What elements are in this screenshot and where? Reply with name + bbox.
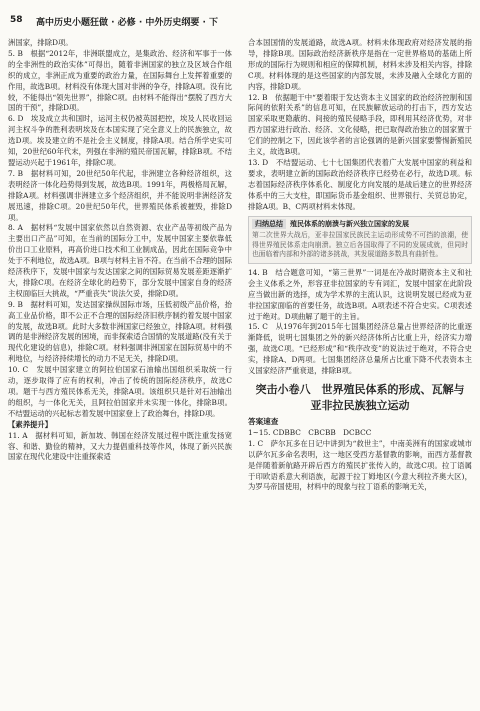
- answer-key-line: 1~15. CDBBC CBCBB DCBCC: [248, 427, 372, 437]
- section-title: [248, 382, 472, 414]
- summary-box-header: [252, 219, 468, 230]
- answer-paragraph: 7. B 据材料可知，20世纪50年代起，非洲建立各种经济组织，这表明经济一体化趋势得到发展，故选B项。1991年，两极格局瓦解，排除A项。材料强调非洲建立多个经济组织，并不能说明非洲经济发展迅速，排除C项。20世纪50年代，世界殖民体系被摧毁，排除D项。: [8, 168, 232, 222]
- page-number: 58: [10, 15, 23, 25]
- page-header: [8, 14, 472, 30]
- answer-paragraph: 15. C 从1976年到2015年七国集团经济总量占世界经济的比重逐渐降低，说明七国集团之外的新兴经济体所占比重上升，经济实力增强，故选C项。“已经形成”和“秩序改变”的说法过于绝对，不符合史实，排除A、D两项。七国集团经济总量所占比重下降不代表资本主义国家经济严重衰退，排除B项。: [248, 322, 472, 376]
- left-column: [8, 38, 232, 463]
- answer-paragraph: 1. C 萨尔瓦多在日记中讲到为“救世主”，中南美洲有的国家或城市以萨尔瓦多命名表明，这一地区受西方基督教的影响，而西方基督教是伴随着新航路开辟后西方的殖民扩张传入的，故选C项。拉丁语属于印欧语系意大利语族，起源于拉丁姆地区(今意大利拉齐奥大区)，为罗马帝国使用，材料中的现象与拉丁语系的影响无关，: [248, 438, 472, 492]
- answer-paragraph: 8. A 据材料“发展中国家依然以自然资源、农业产品等初级产品为主要出口产品”可知，在当前的国际分工中，发展中国家主要依靠低价出口工业原料，再高价进口技术和工业制成品，因此在国际竞争中处于不利地位，故选A项。B项与材料主旨不符。在当前不合理的国际经济秩序下，发展中国家与发达国家之间的国际贸易发展差距逐渐扩大，排除C项。在经济全球化的趋势下，部分发展中国家自身的经济主权面临巨大挑战，“严重丧失”说法欠妥，排除D项。: [8, 223, 232, 298]
- summary-box: [248, 216, 472, 264]
- answer-paragraph: 14. B 结合题意可知，“第三世界”一词是在冷战时期资本主义和社会主义体系之外，形容亚非拉国家的专有词汇，发展中国家在此阶段应当做出新的选择，成为学术界的主流认识，这说明发展已经成为亚非拉国家面临的首要任务，故选B项。A项表述不符合史实。C项表述过于绝对。D项曲解了题干的主旨。: [248, 267, 472, 321]
- running-title: 高中历史小题狂做 · 必修 · 中外历史纲要 · 下: [36, 18, 219, 28]
- answer-paragraph: 10. C 发展中国家建立的阿拉伯国家石油输出国组织采取统一行动，逐步取得了应有的权利，冲击了传统的国际经济秩序，故选C项。题干与西方殖民体系无关，排除A项。该组织只是针对石油输出的组织，与一体化无关，且阿拉伯国家并未实现一体化，排除B项。不结盟运动的兴起标志着发展中国家登上了政治舞台，排除D项。: [8, 365, 232, 418]
- answer-paragraph: 9. B 据材料可知，发达国家操纵国际市场，压低初级产品价格，抬高工业品价格，即不公正不合理的国际经济旧秩序制约着发展中国家的发展，故选B项。此时大多数非洲国家已经独立，排除A项。材料强调的是非洲经济发展的困境，而非探索适合国情的发展道路(没有关于现代化建设的信息)，排除C项。材料强调非洲国家在国际贸易中的不利地位，与经济持续增长的动力不足无关，排除D项。: [8, 299, 232, 364]
- right-column: [248, 38, 472, 493]
- answer-paragraph: 洲国家，排除D项。: [8, 38, 73, 47]
- answer-paragraph: 5. B 根据“2012年，非洲联盟成立，是集政治、经济和军事于一体的全非洲性的政治实体”可得出，随着非洲国家的独立及区域合作组织的成立，非洲正成为重要的政治力量，在国际舞台上发挥着重要的作用，故选B项。材料没有体现大国对非洲的争夺，排除A项。没有比较，不能得出“领先世界”，排除C项。由材料不能得出“摆脱了西方大国的干预”，排除D项。: [8, 48, 232, 113]
- section-title-line: 亚非拉民族独立运动: [310, 398, 410, 412]
- summary-body: 第二次世界大战后，亚非拉国家民族民主运动形成势不可挡的浪潮，使得世界殖民体系走向崩溃。独立后各国取得了不同的发展成就，但同时也面临着内部和外部的诸多挑战，其发展道路多数具有曲折性。: [252, 231, 468, 259]
- answer-key-heading: 答案速查: [248, 416, 279, 426]
- summary-tag: 归纳总结: [252, 219, 286, 230]
- answer-paragraph: 6. D 埃及成立共和国时，运河主权仍被英国把控，埃及人民收回运河主权斗争的胜利表明埃及在本国实现了完全意义上的民族独立，故选D项。埃及建立的不是社会主义制度，排除A项。结合所学史实可知，20世纪60年代末，列强在非洲的殖民帝国瓦解，排除B项。不结盟运动兴起于1961年，排除C项。: [8, 114, 232, 167]
- section-label: 【素养提升】: [8, 419, 53, 429]
- answer-paragraph: 11. A 据材料可知，新加坡、韩国在经济发展过程中既注重发扬宽容、和谐、勤俭的精神，又大力提倡重科技等作风，体现了新兴民族国家在现代化建设中注重探索适: [8, 430, 232, 462]
- answer-paragraph: 13. D 不结盟运动、七十七国集团代表着广大发展中国家的利益和要求，表明建立新的国际政治经济秩序已经势在必行，故选D项。标志着国际经济秩序体系化、制度化方向发展的是战后建立的世界经济体系中的三大支柱，即国际货币基金组织、世界银行、关贸总协定，排除A项。B、C两项材料未体现。: [248, 157, 472, 211]
- section-title-line: 突击小卷八 世界殖民体系的形成、瓦解与: [255, 382, 465, 396]
- answer-paragraph: 12. B 依据题干中“要着眼于发达资本主义国家的政治经济控制和国际间的依附关系”的信息可知，在民族解放运动的打击下，西方发达国家采取更隐蔽的、间接的殖民侵略手段，即利用其经济优势，对非西方国家进行政治、经济、文化侵略，把已取得政治独立的国家置于它们的控制之下，因此该学者的言论强调的是新兴国家要警惕新殖民主义，故选B项。: [248, 92, 472, 157]
- answer-paragraph: 合本国国情的发展道路，故选A项。材料未体现政府对经济发展的指导，排除B项。国际政治经济新秩序是指在一定世界格局的基础上所形成的国际行为规则和相应的保障机制，材料未涉及相关内容，排除C项。材料体现的是这些国家的内部发展，未涉及融入全球化方面的内容，排除D项。: [248, 38, 472, 91]
- summary-title: 殖民体系的崩溃与新兴独立国家的发展: [290, 219, 409, 228]
